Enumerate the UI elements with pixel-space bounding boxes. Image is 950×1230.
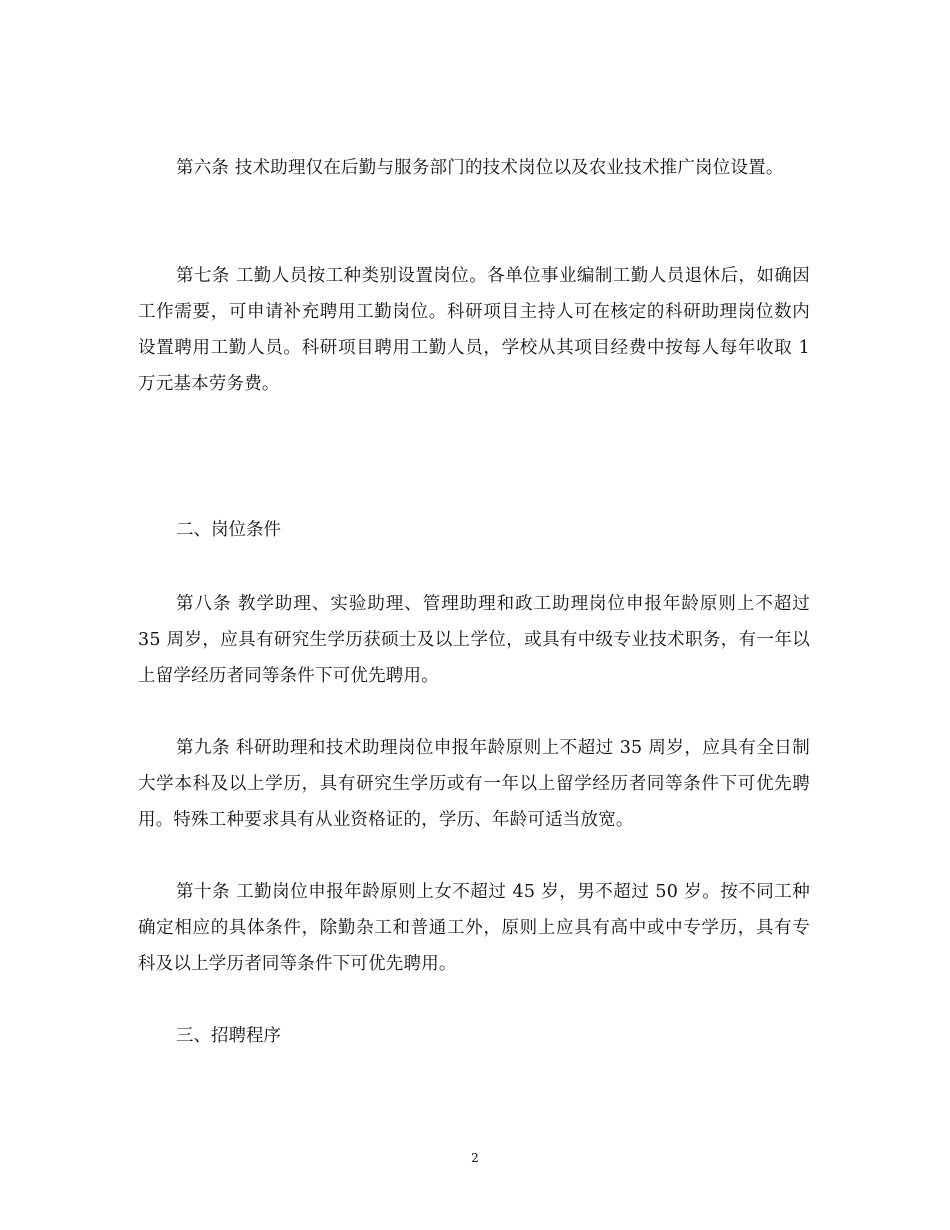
section-heading-recruitment-procedure: 三、招聘程序 — [176, 1026, 281, 1046]
article-6-paragraph: 第六条 技术助理仅在后勤与服务部门的技术岗位以及农业技术推广岗位设置。 — [176, 158, 784, 178]
article-10-paragraph: 第十条 工勤岗位申报年龄原则上女不超过 45 岁，男不超过 50 岁。按不同工种确定相应的具体条件，除勤杂工和普通工外，原则上应具有高中或中专学历，具有专科及以上学历者同等条件下可优先聘用。 — [138, 882, 810, 974]
article-8-paragraph: 第八条 教学助理、实验助理、管理助理和政工助理岗位申报年龄原则上不超过 35 周岁，应具有研究生学历获硕士及以上学位，或具有中级专业技术职务，有一年以上留学经历者同等条件下可优先聘用。 — [138, 594, 810, 686]
article-7-paragraph: 第七条 工勤人员按工种类别设置岗位。各单位事业编制工勤人员退休后，如确因工作需要，可申请补充聘用工勤岗位。科研项目主持人可在核定的科研助理岗位数内设置聘用工勤人员。科研项目聘用工勤人员，学校从其项目经费中按每人每年收取 1 万元基本劳务费。 — [138, 266, 810, 394]
section-heading-job-conditions: 二、岗位条件 — [176, 520, 281, 540]
page-number: 2 — [471, 1151, 479, 1165]
article-9-paragraph: 第九条 科研助理和技术助理岗位申报年龄原则上不超过 35 周岁，应具有全日制大学本科及以上学历，具有研究生学历或有一年以上留学经历者同等条件下可优先聘用。特殊工种要求具有从业资格证的，学历、年龄可适当放宽。 — [138, 738, 810, 830]
